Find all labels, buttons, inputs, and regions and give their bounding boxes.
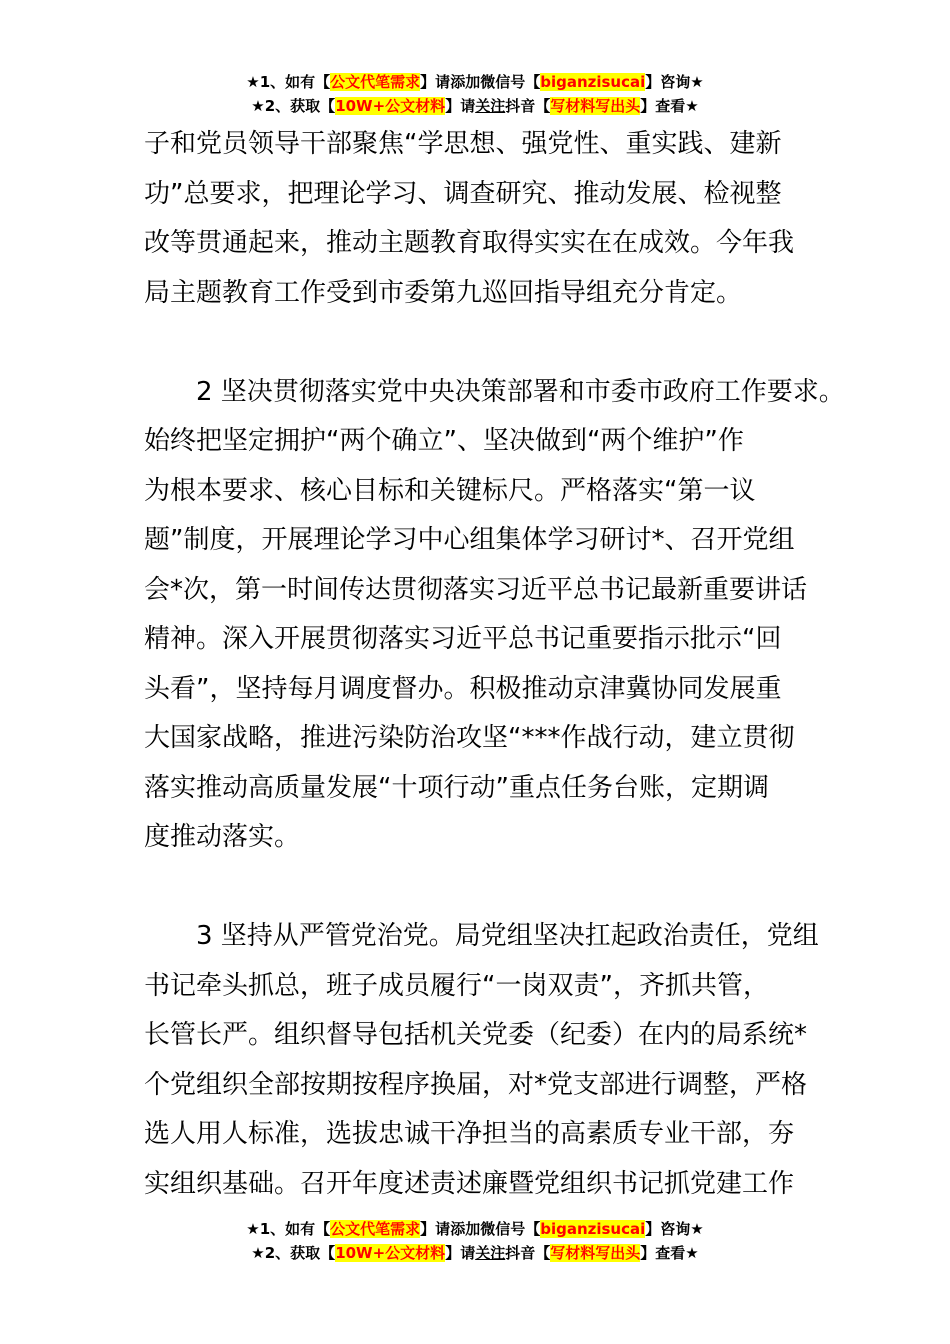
text-line: 度推动落实。 (144, 822, 301, 852)
banner-line-1: ★1、如有【公文代笔需求】请添加微信号【biganzisucai】咨询★ (246, 1220, 704, 1238)
header-banner (0, 70, 950, 118)
highlight-douyin-account: 写材料写出头 (550, 1244, 641, 1262)
paragraph-gap (144, 863, 834, 913)
text-line: 精神。深入开展贯彻落实习近平总书记重要指示批示“回 (144, 624, 782, 654)
text-line: 长管长严。组织督导包括机关党委（纪委）在内的局系统* (144, 1020, 808, 1050)
text-line: 改等贯通起来，推动主题教育取得实实在在成效。今年我 (144, 228, 795, 258)
highlight-wechat-id: biganzisucai (540, 1220, 646, 1238)
highlight-materials: 10W+公文材料 (335, 1244, 446, 1262)
text-line: 3 坚持从严管党治党。局党组坚决扛起政治责任，党组 (196, 921, 819, 951)
text-line: 始终把坚定拥护“两个确立”、坚决做到“两个维护”作 (144, 426, 744, 456)
banner-line-2: ★2、获取【10W+公文材料】请关注抖音【写材料写出头】查看★ (251, 97, 699, 115)
text-line: 选人用人标准，选拔忠诚干净担当的高素质专业干部，夯 (144, 1119, 795, 1149)
paragraph-2 (144, 368, 845, 863)
text-line: 个党组织全部按期按程序换届，对*党支部进行调整，严格 (144, 1069, 808, 1100)
document-body (144, 120, 845, 1209)
highlight-wechat-id: biganzisucai (540, 73, 646, 91)
text-line: 头看”，坚持每月调度督办。积极推动京津冀协同发展重 (144, 673, 782, 704)
text-line: 书记牵头抓总，班子成员履行“一岗双责”，齐抓共管， (144, 970, 769, 1001)
banner-line-2: ★2、获取【10W+公文材料】请关注抖音【写材料写出头】查看★ (251, 1244, 699, 1262)
text-line: 为根本要求、核心目标和关键标尺。严格落实“第一议 (144, 475, 756, 506)
text-line: 会*次，第一时间传达贯彻落实习近平总书记最新重要讲话 (144, 574, 808, 605)
paragraph-3 (144, 912, 834, 1209)
text-line: 局主题教育工作受到市委第九巡回指导组充分肯定。 (144, 277, 743, 308)
paragraph-gap (144, 318, 834, 368)
paragraph-1 (144, 120, 834, 318)
text-line: 功”总要求，把理论学习、调查研究、推动发展、检视整 (144, 178, 782, 209)
highlight-materials: 10W+公文材料 (335, 97, 446, 115)
banner-line-1: ★1、如有【公文代笔需求】请添加微信号【biganzisucai】咨询★ (246, 73, 704, 91)
text-line: 大国家战略，推进污染防治攻坚“***作战行动，建立贯彻 (144, 723, 795, 753)
text-line: 实组织基础。召开年度述责述廉暨党组织书记抓党建工作 (144, 1168, 795, 1199)
text-line: 2 坚决贯彻落实党中央决策部署和市委市政府工作要求。 (196, 376, 845, 407)
highlight-writing-service: 公文代笔需求 (330, 73, 421, 91)
text-line: 落实推动高质量发展“十项行动”重点任务台账，定期调 (144, 772, 769, 803)
text-line: 题”制度，开展理论学习中心组集体学习研讨*、召开党组 (144, 525, 795, 555)
text-line: 子和党员领导干部聚焦“学思想、强党性、重实践、建新 (144, 129, 782, 159)
highlight-writing-service: 公文代笔需求 (330, 1220, 421, 1238)
highlight-douyin-account: 写材料写出头 (550, 97, 641, 115)
footer-banner (0, 1217, 950, 1265)
